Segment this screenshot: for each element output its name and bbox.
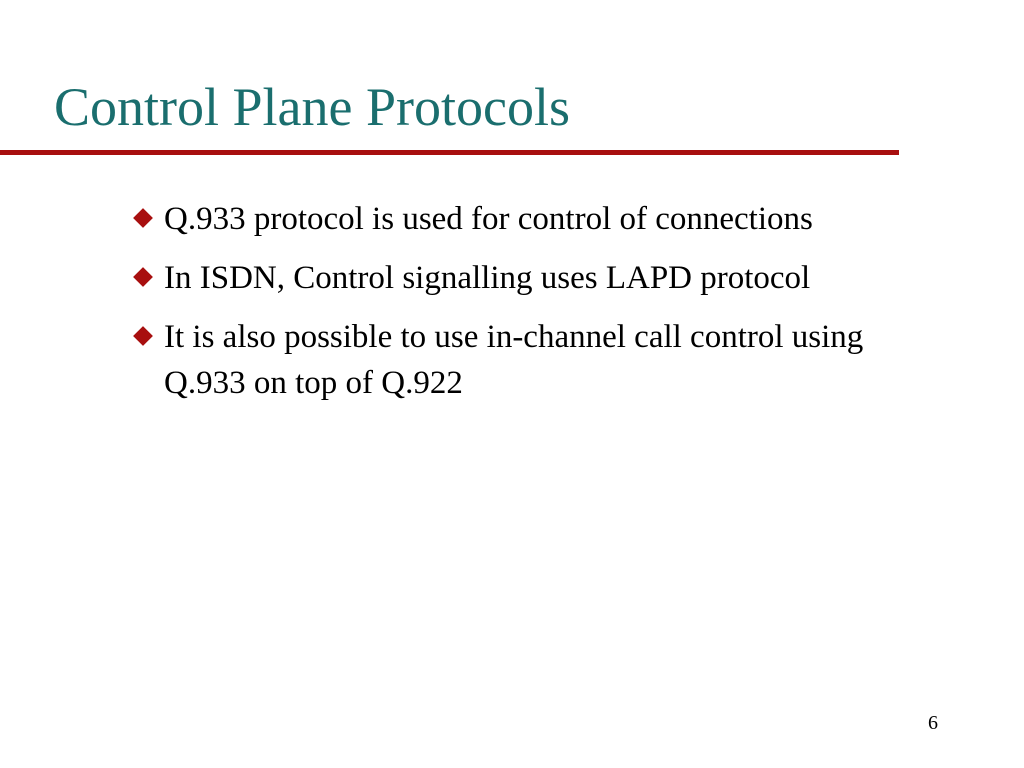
bullet-text: In ISDN, Control signalling uses LAPD protocol (164, 260, 811, 296)
slide-title: Control Plane Protocols (54, 77, 570, 137)
diamond-icon (133, 267, 153, 287)
bullet-text: It is also possible to use in-channel call control using Q.933 on top of Q.922 (164, 319, 864, 401)
bullet-text: Q.933 protocol is used for control of connections (164, 201, 813, 237)
list-item (124, 255, 1004, 301)
diamond-icon (133, 208, 153, 228)
title-underline (0, 150, 899, 155)
bullet-list (124, 196, 1004, 419)
diamond-icon (133, 326, 153, 346)
list-item (124, 196, 1004, 242)
page-number: 6 (928, 712, 938, 734)
list-item (124, 314, 1004, 406)
